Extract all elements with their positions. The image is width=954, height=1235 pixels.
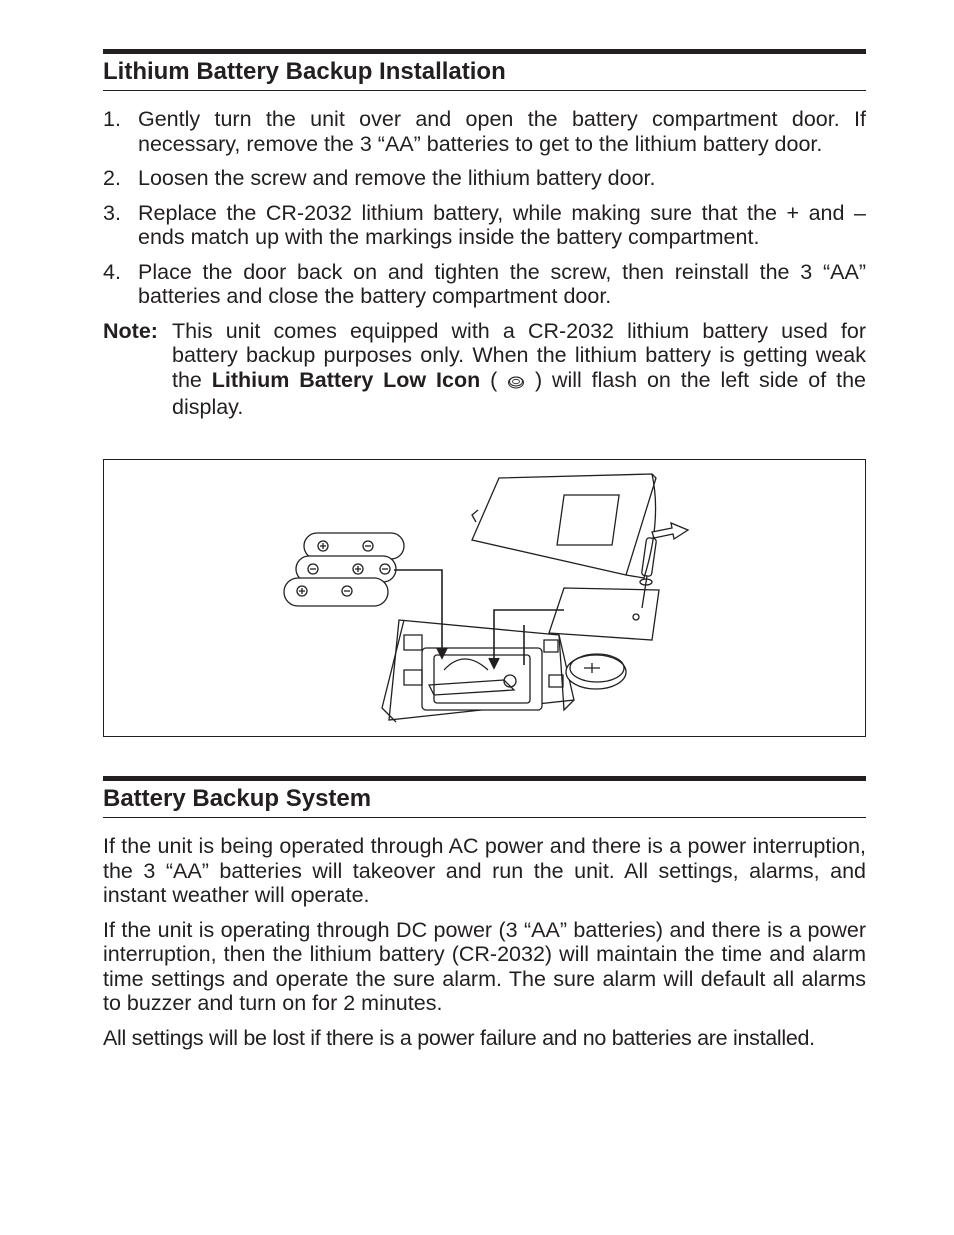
list-item xyxy=(103,201,866,250)
note-text-before: This unit comes equipped with a CR-2032 lithium battery used for battery backup purposes only. When the lithium battery is getting weak the xyxy=(172,318,866,392)
install-section xyxy=(103,49,866,420)
backup-paragraph: If the unit is operating through DC power (3 “AA” batteries) and there is a power interruption, then the lithium battery (CR-2032) will maintain the time and alarm time settings and operate the sure alarm. The sure alarm will default all alarms to buzzer and turn on for 2 minutes. xyxy=(103,917,866,1015)
backup-section xyxy=(103,776,866,1060)
backup-body xyxy=(103,834,866,1050)
step-number: 3. xyxy=(103,200,121,225)
heading-rule-thin xyxy=(103,817,866,818)
lithium-door-icon xyxy=(549,588,659,640)
step-text: Place the door back on and tighten the screw, then reinstall the 3 “AA” batteries and close the battery compartment door. xyxy=(138,259,866,308)
battery-door-icon xyxy=(472,474,656,578)
installation-diagram xyxy=(104,460,865,736)
step-text: Replace the CR-2032 lithium battery, while making sure that the + and – ends match up with the markings inside the battery compartment. xyxy=(138,200,866,249)
backup-heading: Battery Backup System xyxy=(103,785,372,812)
note-text-after: will flash on the left side of the display. xyxy=(172,367,866,419)
heading-rule-thick xyxy=(103,776,866,781)
heading-rule-thin xyxy=(103,90,866,91)
note-label: Note: xyxy=(103,318,158,343)
note-paren-close: ) xyxy=(525,367,552,392)
installation-figure xyxy=(103,459,866,737)
note-paren-open: ( xyxy=(480,367,508,392)
step-number: 2. xyxy=(103,166,121,190)
backup-paragraph: If the unit is being operated through AC power and there is a power interruption, the 3 “AA” batteries will takeover and run the unit. All settings, alarms, and instant weather will operate. xyxy=(103,834,866,907)
install-steps xyxy=(103,107,866,309)
aa-battery-icon xyxy=(304,533,404,559)
step-text: Gently turn the unit over and open the battery compartment door. If necessary, remove the 3 “AA” batteries to get to the lithium battery door. xyxy=(138,107,866,156)
step-number: 1. xyxy=(103,107,121,131)
list-item xyxy=(103,260,866,309)
base-unit xyxy=(382,620,574,722)
note-text xyxy=(172,319,866,420)
step-text: Loosen the screw and remove the lithium battery door. xyxy=(138,166,656,190)
backup-paragraph: All settings will be lost if there is a power failure and no batteries are installed. xyxy=(103,1025,815,1050)
aa-battery-icon xyxy=(284,578,388,606)
note-block xyxy=(103,319,866,420)
lithium-coin-battery-icon xyxy=(566,654,626,689)
install-heading: Lithium Battery Backup Installation xyxy=(103,58,506,85)
arrow-icon xyxy=(652,523,688,539)
list-item xyxy=(103,166,866,191)
list-item xyxy=(103,107,866,156)
step-number: 4. xyxy=(103,259,121,284)
note-bold-term: Lithium Battery Low Icon xyxy=(211,367,481,392)
lithium-battery-low-icon xyxy=(507,371,525,396)
heading-rule-thick xyxy=(103,49,866,54)
